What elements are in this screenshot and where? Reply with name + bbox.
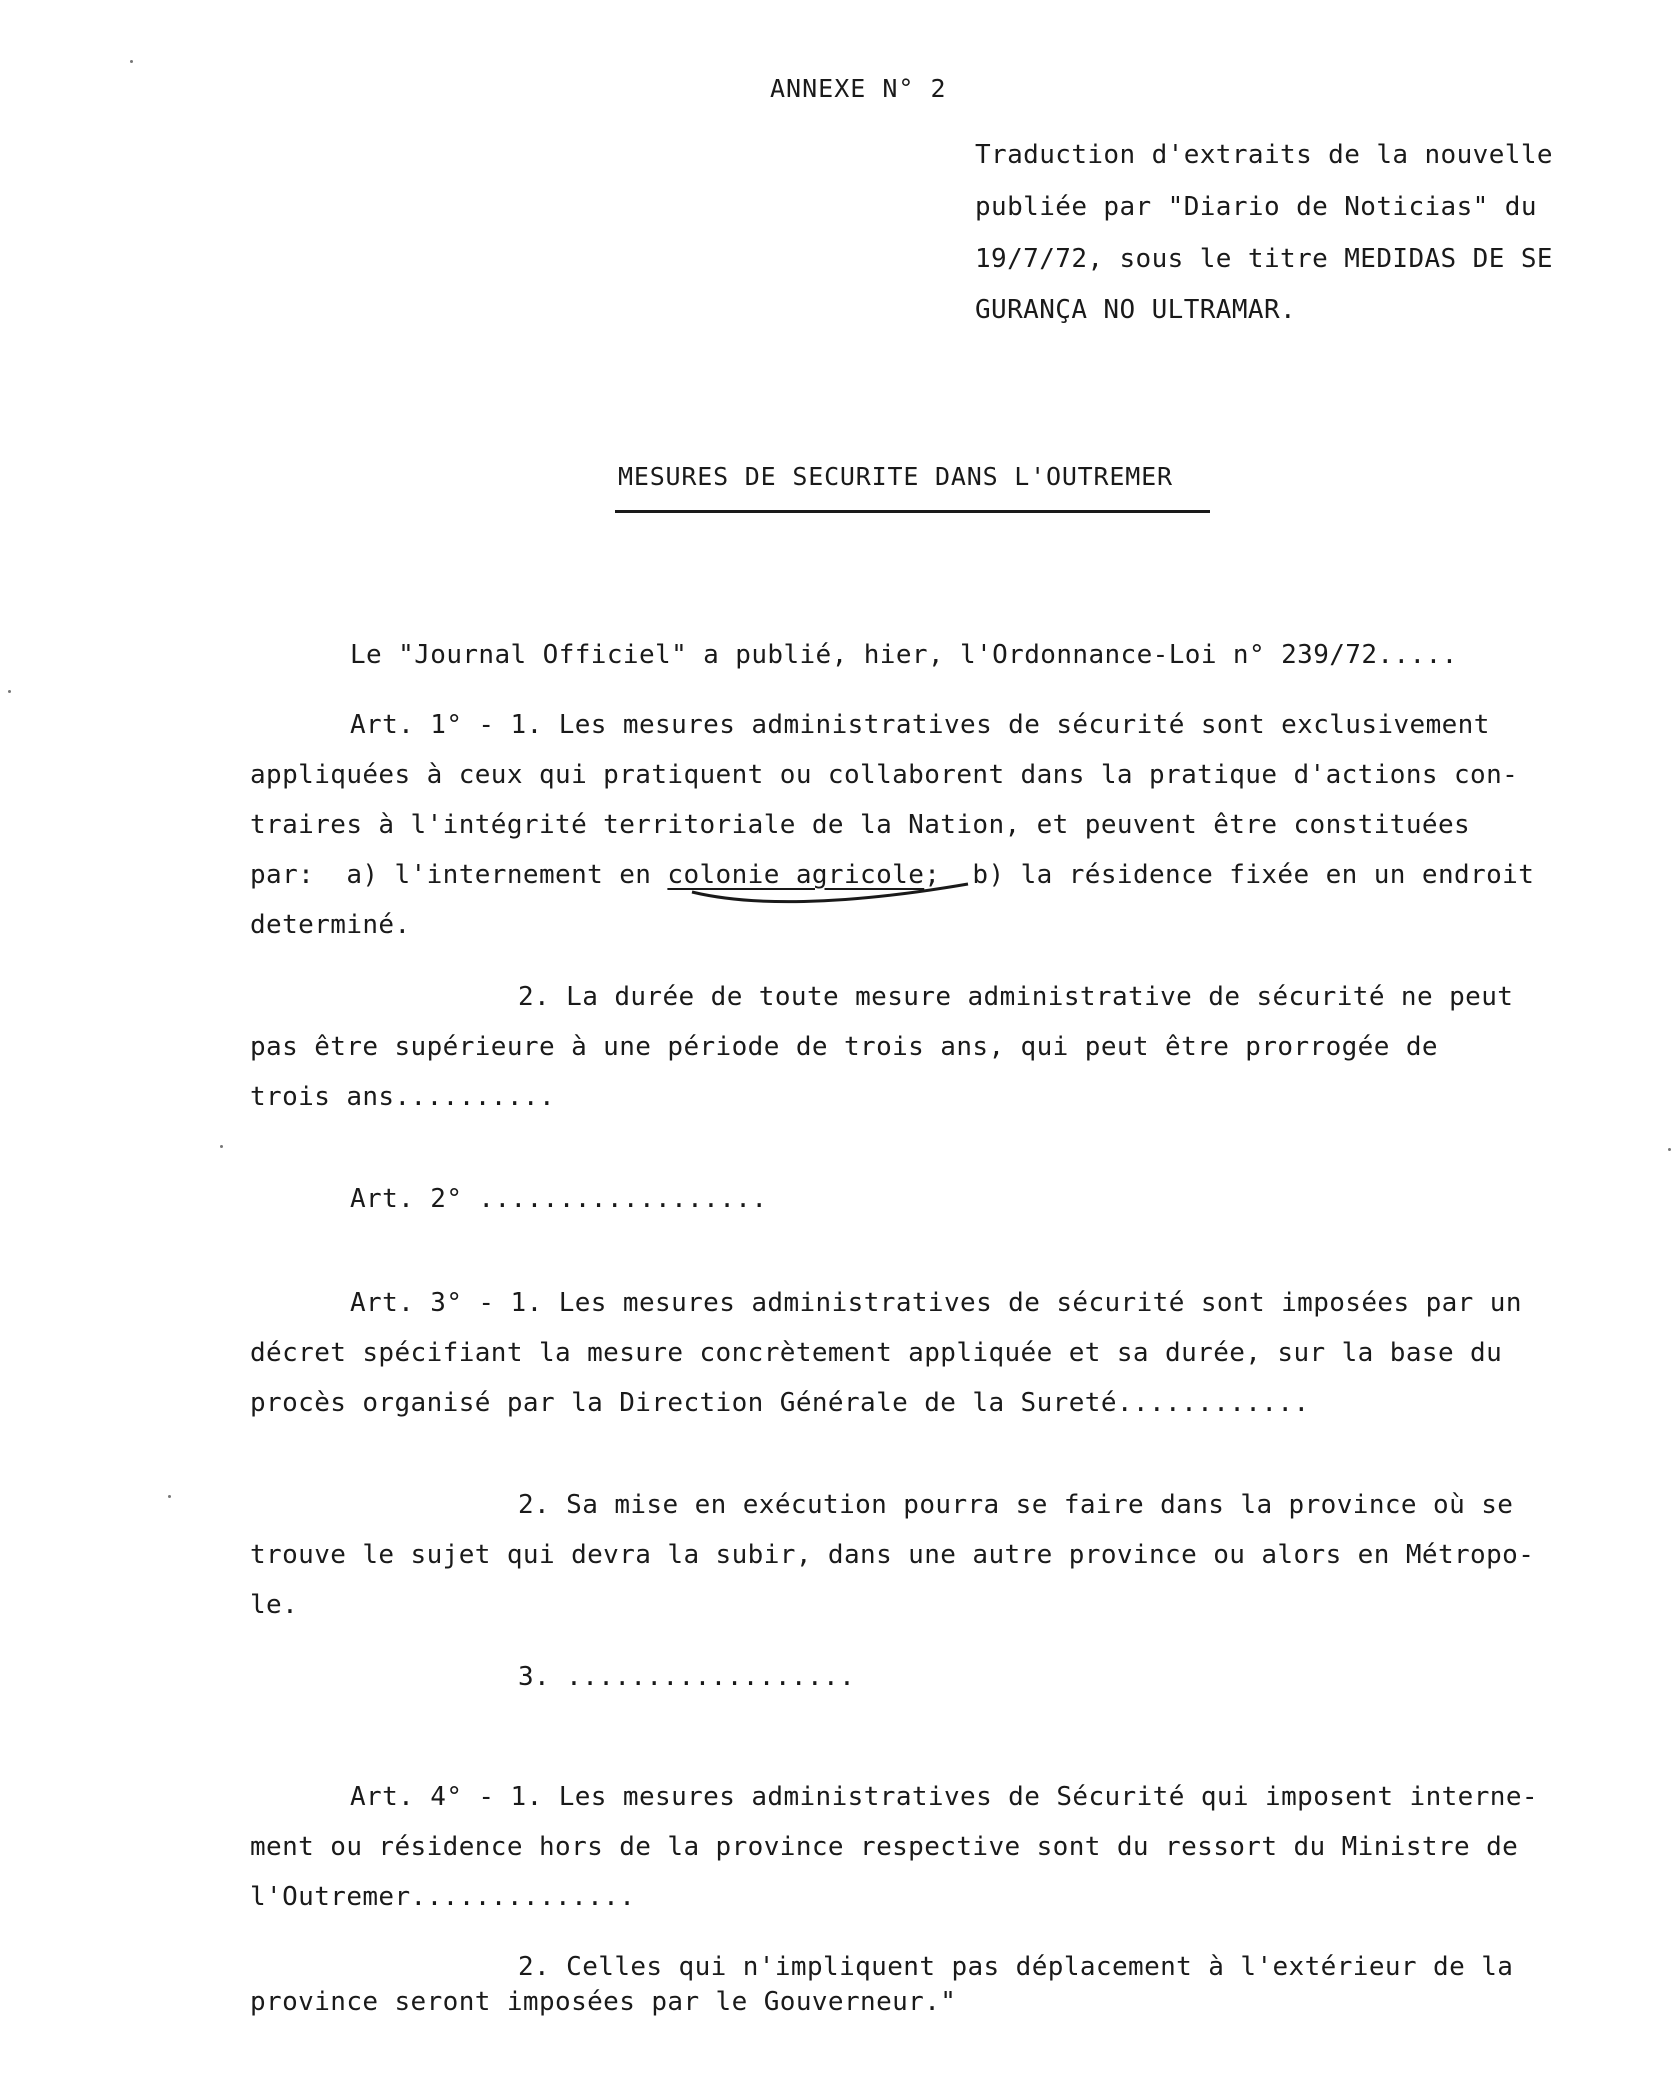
scan-speck	[8, 690, 11, 693]
scan-speck	[1668, 1148, 1671, 1151]
art1-line-3: traires à l'intégrité territoriale de la Nation, et peuvent être constituées	[250, 810, 1471, 840]
art3-p2-line-3: le.	[250, 1590, 299, 1620]
translation-note-line-2: publiée par "Diario de Noticias" du	[975, 192, 1537, 222]
translation-note-line-1: Traduction d'extraits de la nouvelle	[975, 140, 1553, 170]
underlined-phrase: colonie agricole	[667, 860, 925, 890]
document-title: MESURES DE SECURITE DANS L'OUTREMER	[618, 462, 1173, 491]
art3-line-3: procès organisé par la Direction Générale de la Sureté............	[250, 1388, 1310, 1418]
art4-line-1: Art. 4° - 1. Les mesures administratives de Sécurité qui imposent interne-	[350, 1782, 1538, 1812]
handwritten-underline-mark	[690, 880, 970, 910]
art1-p2-line-1: 2. La durée de toute mesure administrative de sécurité ne peut	[518, 982, 1514, 1012]
scan-speck	[168, 1495, 171, 1498]
art3-line-2: décret spécifiant la mesure concrètement appliquée et sa durée, sur la base du	[250, 1338, 1503, 1368]
scan-speck	[130, 60, 133, 63]
art4-p2-line-2: province seront imposées par le Gouverneur."	[250, 1987, 957, 2017]
art1-p2-line-2: pas être supérieure à une période de trois ans, qui peut être prorrogée de	[250, 1032, 1438, 1062]
translation-note-line-3: 19/7/72, sous le titre MEDIDAS DE SE	[975, 244, 1553, 274]
art1-p2-line-3: trois ans..........	[250, 1082, 556, 1112]
art3-p3-line: 3. ..................	[518, 1662, 856, 1692]
translation-note-line-4: GURANÇA NO ULTRAMAR.	[975, 295, 1297, 325]
art1-line-4-start: par: a) l'internement en	[250, 860, 668, 890]
intro-paragraph: Le "Journal Officiel" a publié, hier, l'Ordonnance-Loi n° 239/72.....	[350, 640, 1458, 670]
title-underline	[615, 510, 1210, 513]
art1-line-4-end: ; b) la résidence fixée en un endroit	[924, 860, 1535, 890]
art2-line: Art. 2° ..................	[350, 1184, 768, 1214]
art3-p2-line-1: 2. Sa mise en exécution pourra se faire dans la province où se	[518, 1490, 1514, 1520]
art1-line-5: determiné.	[250, 910, 411, 940]
annexe-heading: ANNEXE N° 2	[770, 74, 947, 103]
art4-line-3: l'Outremer..............	[250, 1882, 636, 1912]
art4-line-2: ment ou résidence hors de la province respective sont du ressort du Ministre de	[250, 1832, 1519, 1862]
art3-line-1: Art. 3° - 1. Les mesures administratives de sécurité sont imposées par un	[350, 1288, 1522, 1318]
art3-p2-line-2: trouve le sujet qui devra la subir, dans une autre province ou alors en Métropo-	[250, 1540, 1535, 1570]
art1-line-1: Art. 1° - 1. Les mesures administratives de sécurité sont exclusivement	[350, 710, 1490, 740]
scan-speck	[220, 1145, 223, 1148]
art4-p2-line-1: 2. Celles qui n'impliquent pas déplacement à l'extérieur de la	[518, 1952, 1514, 1982]
art1-line-2: appliquées à ceux qui pratiquent ou collaborent dans la pratique d'actions con-	[250, 760, 1519, 790]
